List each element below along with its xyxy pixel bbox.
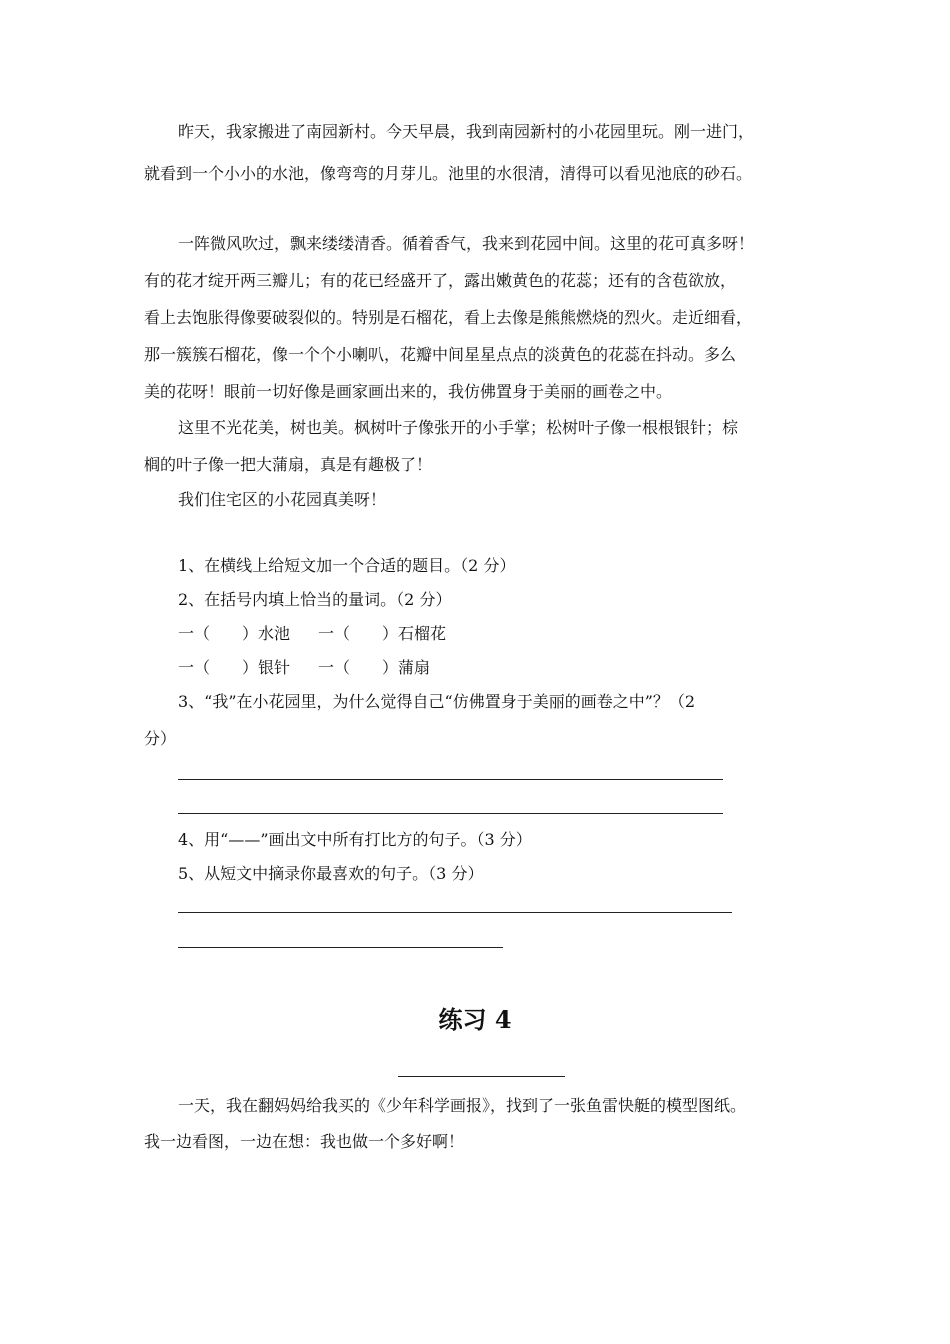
question-4: 4、用“——”画出文中所有打比方的句子。（3 分） — [178, 830, 532, 849]
passage-line: 看上去饱胀得像要破裂似的。特别是石榴花，看上去像是熊熊燃烧的烈火。走近细看， — [144, 308, 753, 327]
question-2-row-1 — [178, 624, 446, 644]
blank-pomegranate[interactable]: 一（ ）石榴花 — [318, 624, 447, 643]
passage-line: 那一簇簇石榴花，像一个个小喇叭，花瓣中间星星点点的淡黄色的花蕊在抖动。多么 — [144, 345, 737, 364]
passage-line: 一阵微风吹过，飘来缕缕清香。循着香气，我来到花园中间。这里的花可真多呀！ — [178, 234, 755, 253]
answer-line[interactable] — [178, 779, 723, 780]
passage-line: 我们住宅区的小花园真美呀！ — [178, 490, 387, 509]
passage-line: 昨天，我家搬进了南园新村。今天早晨，我到南园新村的小花园里玩。刚一进门， — [178, 122, 755, 141]
question-3-cont: 分） — [144, 729, 177, 748]
question-1: 1、在横线上给短文加一个合适的题目。（2 分） — [178, 556, 516, 575]
answer-line[interactable] — [178, 912, 732, 913]
answer-line[interactable] — [178, 947, 503, 948]
answer-line[interactable] — [178, 813, 723, 814]
passage-line: 美的花呀！眼前一切好像是画家画出来的，我仿佛置身于美丽的画卷之中。 — [144, 382, 673, 401]
blank-water-pool[interactable]: 一（ ）水池 — [178, 624, 291, 643]
section-title: 练习 4 — [438, 1005, 512, 1034]
question-2: 2、在括号内填上恰当的量词。（2 分） — [178, 590, 452, 609]
blank-silver-needle[interactable]: 一（ ）银针 — [178, 658, 291, 677]
passage-line: 这里不光花美，树也美。枫树叶子像张开的小手掌；松树叶子像一根根银针；棕 — [178, 418, 739, 437]
passage-line: 一天，我在翻妈妈给我买的《少年科学画报》，找到了一张鱼雷快艇的模型图纸。 — [178, 1096, 747, 1115]
passage-line: 我一边看图，一边在想：我也做一个多好啊！ — [144, 1132, 465, 1151]
passage-line: 就看到一个小小的水池，像弯弯的月芽儿。池里的水很清，清得可以看见池底的砂石。 — [144, 164, 753, 183]
title-blank-line[interactable] — [398, 1076, 565, 1077]
question-5: 5、从短文中摘录你最喜欢的句子。（3 分） — [178, 864, 484, 883]
blank-cattail-fan[interactable]: 一（ ）蒲扇 — [318, 658, 431, 677]
question-3: 3、“我”在小花园里，为什么觉得自己“仿佛置身于美丽的画卷之中”？（2 — [178, 692, 696, 711]
passage-line: 榈的叶子像一把大蒲扇，真是有趣极了！ — [144, 455, 433, 474]
question-2-row-2 — [178, 658, 430, 678]
passage-line: 有的花才绽开两三瓣儿；有的花已经盛开了，露出嫩黄色的花蕊；还有的含苞欲放， — [144, 271, 737, 290]
